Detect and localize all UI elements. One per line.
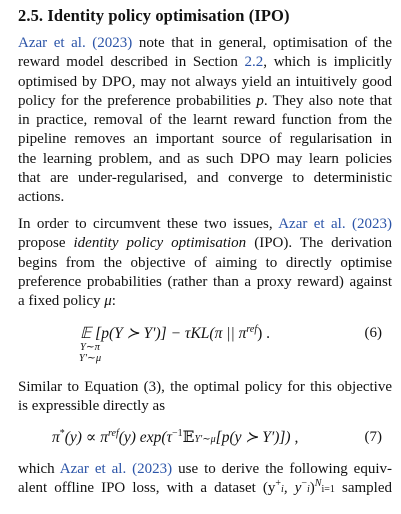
text-line: Similar to Equation (3), the optimal policy for this objective (18, 379, 392, 395)
citation-link[interactable]: Azar et al. (2023) (18, 35, 133, 51)
text-line: a fixed policy μ: (18, 293, 116, 310)
text-line: in practice, removal of the learnt reward function from the (18, 112, 392, 129)
expectation-subscript: Y∼π Y′∼μ (78, 342, 102, 364)
section-ref-link[interactable]: 2.2 (244, 54, 264, 71)
paragraph-ipo (18, 215, 392, 311)
equation-7-body: $\pi^*(y) \propto \pi^{ref}(y)$ $\exp(\tau^{-1}𝔼Y'\sim\mu[p(y$ ≻ Y′)]) , (52, 428, 299, 446)
equation-6-body: 𝔼 [p(Y ≻ Y′)] − τKL(π || $\pi^{ref}$) . (80, 324, 271, 342)
text-line: that are under-regularised, and converge to deterministic (18, 170, 392, 187)
citation-link[interactable]: Azar et al. (2023) (59, 461, 173, 477)
citation-link[interactable]: Azar et al. (2023) (278, 216, 392, 232)
section-number: 2.5. (18, 6, 44, 25)
text-line: alent offline IPO loss, with a dataset (y+i, y−i)$^N$i=1 sampled (18, 478, 392, 497)
section-heading (18, 6, 290, 26)
text-line: optimised by DPO, may not always yield an intuitively good (18, 73, 392, 90)
text-line: In order to circumvent these two issues, Azar et al. (2023) (18, 216, 392, 232)
paragraph-intro (18, 34, 392, 208)
text-line: is expressible directly as (18, 398, 166, 415)
paragraph-optimal (18, 378, 392, 417)
text-line: policy for the preference probabilities p. They also note that (18, 92, 392, 109)
paragraph-loss (18, 460, 392, 500)
equation-number: (7) (364, 429, 382, 445)
section-title: Identity policy optimisation (IPO) (47, 6, 290, 25)
text-line: the learning problem, and as such DPO may learn policies (18, 150, 392, 167)
equation-number: (6) (364, 325, 382, 341)
text-line: actions. (18, 189, 65, 206)
text-line: which Azar et al. (2023) use to derive the following equiv- (18, 461, 392, 477)
text-line: preference probabilities (rather than a proxy reward) against (18, 273, 392, 290)
text-line: propose identity policy optimisation (IPO). The derivation (18, 235, 392, 252)
text-line: Azar et al. (2023) note that in general, optimisation of the (18, 35, 392, 51)
equation-6 (18, 320, 392, 364)
text-line: pipeline removes an important source of regularisation in (18, 131, 392, 148)
text-line: reward model described in Section 2.2, which is implicitly (18, 54, 393, 71)
text-line: begins from the objective of aiming to directly optimise (18, 254, 392, 271)
